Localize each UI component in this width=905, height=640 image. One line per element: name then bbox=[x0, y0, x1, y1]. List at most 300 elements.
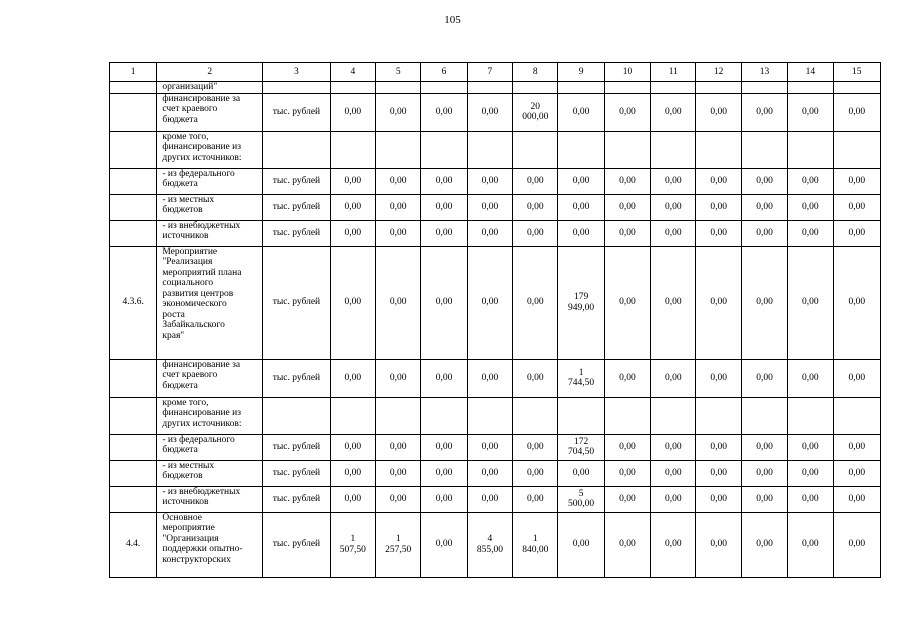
item-code-cell bbox=[110, 168, 157, 194]
amount-cell bbox=[421, 194, 467, 220]
unit-cell bbox=[263, 359, 331, 397]
amount-cell bbox=[513, 486, 558, 512]
amount-cell bbox=[376, 512, 421, 577]
cell-text: 0,00 bbox=[389, 493, 407, 504]
amount-cell bbox=[376, 246, 421, 359]
amount-cell bbox=[421, 512, 467, 577]
amount-cell bbox=[604, 359, 650, 397]
cell-text: 0,00 bbox=[802, 441, 819, 452]
amount-cell bbox=[376, 397, 421, 434]
amount-cell bbox=[604, 168, 650, 194]
cell-text: 0,00 bbox=[619, 227, 636, 238]
amount-cell bbox=[696, 512, 741, 577]
cell-text: 0,00 bbox=[435, 493, 453, 504]
cell-text: 0,00 bbox=[344, 493, 362, 504]
cell-text: 0,00 bbox=[526, 372, 544, 383]
cell-text: 0,00 bbox=[802, 201, 819, 212]
cell-text: 0,00 bbox=[619, 467, 636, 478]
cell-text: 0,00 bbox=[710, 201, 727, 212]
amount-cell bbox=[513, 194, 558, 220]
cell-text: тыс. рублей bbox=[272, 106, 321, 117]
item-code-cell bbox=[110, 220, 157, 246]
amount-cell bbox=[604, 93, 650, 131]
amount-cell bbox=[651, 460, 696, 486]
amount-cell bbox=[604, 434, 650, 460]
amount-cell bbox=[833, 359, 880, 397]
column-header: 12 bbox=[696, 63, 741, 82]
amount-cell bbox=[558, 434, 604, 460]
cell-text: 1 257,50 bbox=[385, 534, 412, 555]
cell-text: организаций" bbox=[162, 82, 218, 92]
amount-cell bbox=[788, 246, 833, 359]
cell-text: 0,00 bbox=[802, 539, 819, 550]
amount-cell bbox=[376, 220, 421, 246]
cell-text: 0,00 bbox=[756, 372, 773, 383]
amount-cell bbox=[741, 460, 787, 486]
cell-text: 4 855,00 bbox=[476, 534, 503, 555]
table-row bbox=[110, 93, 881, 131]
amount-cell bbox=[421, 246, 467, 359]
amount-cell bbox=[833, 194, 880, 220]
cell-text: 0,00 bbox=[848, 372, 866, 383]
amount-cell bbox=[604, 246, 650, 359]
item-code-cell bbox=[110, 82, 157, 94]
amount-cell bbox=[330, 397, 375, 434]
cell-text: 0,00 bbox=[435, 467, 453, 478]
amount-cell bbox=[467, 460, 512, 486]
cell-text: 172 704,50 bbox=[568, 436, 595, 457]
amount-cell bbox=[788, 434, 833, 460]
amount-cell bbox=[696, 460, 741, 486]
cell-text: 0,00 bbox=[389, 297, 407, 308]
description-cell bbox=[157, 93, 263, 131]
amount-cell bbox=[513, 168, 558, 194]
cell-text: 1 744,50 bbox=[568, 367, 595, 388]
cell-text: 0,00 bbox=[619, 106, 636, 117]
cell-text: 0,00 bbox=[619, 175, 636, 186]
cell-text: 0,00 bbox=[481, 227, 499, 238]
column-header: 9 bbox=[558, 63, 604, 82]
amount-cell bbox=[467, 359, 512, 397]
table-row bbox=[110, 168, 881, 194]
amount-cell bbox=[421, 168, 467, 194]
amount-cell bbox=[788, 194, 833, 220]
cell-text: 0,00 bbox=[526, 175, 544, 186]
amount-cell bbox=[558, 397, 604, 434]
cell-text: 0,00 bbox=[756, 539, 773, 550]
cell-text: 0,00 bbox=[344, 106, 362, 117]
description-cell bbox=[157, 434, 263, 460]
unit-cell bbox=[263, 434, 331, 460]
amount-cell bbox=[651, 359, 696, 397]
unit-cell bbox=[263, 220, 331, 246]
amount-cell bbox=[467, 220, 512, 246]
cell-text: 0,00 bbox=[710, 227, 727, 238]
cell-text: Мероприятие "Реализация мероприятий плана социального развития центров экономического роста Забайкальского края" bbox=[162, 246, 242, 341]
cell-text: 0,00 bbox=[802, 106, 819, 117]
column-header: 4 bbox=[330, 63, 375, 82]
cell-text: 0,00 bbox=[389, 467, 407, 478]
amount-cell bbox=[513, 220, 558, 246]
cell-text: 0,00 bbox=[665, 297, 682, 308]
cell-text: 20 000,00 bbox=[522, 101, 549, 122]
cell-text: 0,00 bbox=[572, 175, 590, 186]
amount-cell bbox=[604, 512, 650, 577]
amount-cell bbox=[558, 512, 604, 577]
cell-text: тыс. рублей bbox=[272, 441, 321, 452]
cell-text: 0,00 bbox=[526, 493, 544, 504]
amount-cell bbox=[467, 131, 512, 168]
amount-cell bbox=[833, 82, 880, 94]
amount-cell bbox=[513, 397, 558, 434]
amount-cell bbox=[558, 220, 604, 246]
amount-cell bbox=[513, 359, 558, 397]
table-row bbox=[110, 220, 881, 246]
description-cell bbox=[157, 168, 263, 194]
cell-text: 0,00 bbox=[848, 297, 866, 308]
cell-text: 0,00 bbox=[572, 467, 590, 478]
cell-text: 0,00 bbox=[802, 227, 819, 238]
unit-cell bbox=[263, 93, 331, 131]
amount-cell bbox=[696, 359, 741, 397]
amount-cell bbox=[558, 168, 604, 194]
amount-cell bbox=[651, 93, 696, 131]
amount-cell bbox=[833, 460, 880, 486]
amount-cell bbox=[651, 168, 696, 194]
amount-cell bbox=[376, 168, 421, 194]
amount-cell bbox=[741, 220, 787, 246]
amount-cell bbox=[651, 434, 696, 460]
column-header: 14 bbox=[788, 63, 833, 82]
column-header: 1 bbox=[110, 63, 157, 82]
table-row bbox=[110, 359, 881, 397]
amount-cell bbox=[696, 246, 741, 359]
amount-cell bbox=[833, 220, 880, 246]
cell-text: 0,00 bbox=[619, 297, 636, 308]
cell-text: 0,00 bbox=[848, 227, 866, 238]
table-row bbox=[110, 434, 881, 460]
amount-cell bbox=[513, 246, 558, 359]
cell-text: - из местных бюджетов bbox=[162, 460, 215, 481]
table-row bbox=[110, 82, 881, 94]
amount-cell bbox=[467, 194, 512, 220]
amount-cell bbox=[421, 460, 467, 486]
amount-cell bbox=[788, 397, 833, 434]
amount-cell bbox=[833, 93, 880, 131]
amount-cell bbox=[833, 397, 880, 434]
description-cell bbox=[157, 512, 263, 577]
amount-cell bbox=[696, 220, 741, 246]
amount-cell bbox=[330, 131, 375, 168]
amount-cell bbox=[558, 194, 604, 220]
amount-cell bbox=[376, 131, 421, 168]
amount-cell bbox=[788, 82, 833, 94]
cell-text: тыс. рублей bbox=[272, 201, 321, 212]
column-header: 7 bbox=[467, 63, 512, 82]
amount-cell bbox=[421, 397, 467, 434]
amount-cell bbox=[651, 220, 696, 246]
amount-cell bbox=[330, 220, 375, 246]
cell-text: 0,00 bbox=[756, 227, 773, 238]
table-row bbox=[110, 194, 881, 220]
cell-text: 5 500,00 bbox=[568, 488, 595, 509]
cell-text: 0,00 bbox=[526, 227, 544, 238]
amount-cell bbox=[467, 82, 512, 94]
cell-text: 0,00 bbox=[481, 201, 499, 212]
amount-cell bbox=[604, 131, 650, 168]
amount-cell bbox=[788, 359, 833, 397]
cell-text: 4.4. bbox=[126, 539, 141, 550]
table-row bbox=[110, 397, 881, 434]
cell-text: финансирование за счет краевого бюджета bbox=[162, 359, 241, 391]
amount-cell bbox=[558, 131, 604, 168]
amount-cell bbox=[833, 512, 880, 577]
amount-cell bbox=[467, 486, 512, 512]
amount-cell bbox=[741, 434, 787, 460]
item-code-cell bbox=[110, 246, 157, 359]
item-code-cell bbox=[110, 460, 157, 486]
cell-text: 0,00 bbox=[802, 175, 819, 186]
column-header: 11 bbox=[651, 63, 696, 82]
cell-text: 0,00 bbox=[665, 106, 682, 117]
amount-cell bbox=[558, 359, 604, 397]
amount-cell bbox=[696, 82, 741, 94]
cell-text: 0,00 bbox=[619, 201, 636, 212]
amount-cell bbox=[741, 397, 787, 434]
amount-cell bbox=[330, 512, 375, 577]
amount-cell bbox=[696, 397, 741, 434]
amount-cell bbox=[330, 434, 375, 460]
amount-cell bbox=[558, 82, 604, 94]
cell-text: финансирование за счет краевого бюджета bbox=[162, 93, 241, 125]
amount-cell bbox=[741, 486, 787, 512]
amount-cell bbox=[376, 434, 421, 460]
cell-text: 0,00 bbox=[389, 201, 407, 212]
amount-cell bbox=[833, 131, 880, 168]
amount-cell bbox=[376, 460, 421, 486]
cell-text: 0,00 bbox=[665, 493, 682, 504]
cell-text: 0,00 bbox=[665, 201, 682, 212]
cell-text: 0,00 bbox=[526, 297, 544, 308]
cell-text: 0,00 bbox=[572, 106, 590, 117]
cell-text: 0,00 bbox=[619, 372, 636, 383]
amount-cell bbox=[696, 194, 741, 220]
item-code-cell bbox=[110, 131, 157, 168]
cell-text: 0,00 bbox=[802, 493, 819, 504]
amount-cell bbox=[833, 246, 880, 359]
cell-text: 0,00 bbox=[389, 441, 407, 452]
cell-text: 0,00 bbox=[848, 539, 866, 550]
amount-cell bbox=[741, 246, 787, 359]
item-code-cell bbox=[110, 486, 157, 512]
cell-text: 0,00 bbox=[526, 467, 544, 478]
cell-text: тыс. рублей bbox=[272, 467, 321, 478]
cell-text: 0,00 bbox=[756, 201, 773, 212]
amount-cell bbox=[376, 93, 421, 131]
amount-cell bbox=[741, 194, 787, 220]
cell-text: 0,00 bbox=[619, 539, 636, 550]
unit-cell bbox=[263, 246, 331, 359]
cell-text: 0,00 bbox=[435, 297, 453, 308]
amount-cell bbox=[696, 168, 741, 194]
cell-text: 0,00 bbox=[435, 201, 453, 212]
description-cell bbox=[157, 460, 263, 486]
cell-text: 0,00 bbox=[481, 441, 499, 452]
cell-text: 0,00 bbox=[572, 201, 590, 212]
column-header: 15 bbox=[833, 63, 880, 82]
amount-cell bbox=[833, 168, 880, 194]
cell-text: 0,00 bbox=[435, 106, 453, 117]
cell-text: - из местных бюджетов bbox=[162, 194, 215, 215]
amount-cell bbox=[558, 460, 604, 486]
cell-text: 0,00 bbox=[710, 539, 727, 550]
unit-cell bbox=[263, 168, 331, 194]
cell-text: 0,00 bbox=[756, 297, 773, 308]
cell-text: кроме того, финансирование из других источников: bbox=[162, 131, 242, 163]
cell-text: тыс. рублей bbox=[272, 227, 321, 238]
column-header: 13 bbox=[741, 63, 787, 82]
item-code-cell bbox=[110, 397, 157, 434]
amount-cell bbox=[467, 512, 512, 577]
amount-cell bbox=[330, 194, 375, 220]
amount-cell bbox=[376, 194, 421, 220]
cell-text: 0,00 bbox=[572, 539, 590, 550]
amount-cell bbox=[651, 131, 696, 168]
cell-text: 0,00 bbox=[344, 467, 362, 478]
amount-cell bbox=[741, 93, 787, 131]
amount-cell bbox=[696, 93, 741, 131]
cell-text: 0,00 bbox=[802, 297, 819, 308]
amount-cell bbox=[604, 486, 650, 512]
description-cell bbox=[157, 246, 263, 359]
cell-text: 0,00 bbox=[481, 106, 499, 117]
description-cell bbox=[157, 397, 263, 434]
amount-cell bbox=[604, 194, 650, 220]
item-code-cell bbox=[110, 434, 157, 460]
description-cell bbox=[157, 82, 263, 94]
amount-cell bbox=[788, 220, 833, 246]
cell-text: 0,00 bbox=[756, 441, 773, 452]
cell-text: 0,00 bbox=[526, 441, 544, 452]
column-header: 2 bbox=[157, 63, 263, 82]
description-cell bbox=[157, 486, 263, 512]
cell-text: 0,00 bbox=[435, 227, 453, 238]
amount-cell bbox=[651, 486, 696, 512]
column-header: 8 bbox=[513, 63, 558, 82]
amount-cell bbox=[604, 397, 650, 434]
amount-cell bbox=[741, 131, 787, 168]
amount-cell bbox=[421, 82, 467, 94]
cell-text: 0,00 bbox=[572, 227, 590, 238]
table-row bbox=[110, 512, 881, 577]
cell-text: 0,00 bbox=[665, 372, 682, 383]
column-header: 6 bbox=[421, 63, 467, 82]
item-code-cell bbox=[110, 93, 157, 131]
description-cell bbox=[157, 194, 263, 220]
amount-cell bbox=[833, 486, 880, 512]
column-header: 10 bbox=[604, 63, 650, 82]
cell-text: 0,00 bbox=[848, 467, 866, 478]
cell-text: 0,00 bbox=[848, 106, 866, 117]
header-row bbox=[110, 63, 881, 82]
cell-text: 0,00 bbox=[665, 175, 682, 186]
amount-cell bbox=[788, 168, 833, 194]
cell-text: тыс. рублей bbox=[272, 297, 321, 308]
cell-text: 0,00 bbox=[481, 297, 499, 308]
unit-cell bbox=[263, 131, 331, 168]
amount-cell bbox=[788, 131, 833, 168]
amount-cell bbox=[651, 194, 696, 220]
amount-cell bbox=[513, 460, 558, 486]
cell-text: 0,00 bbox=[665, 467, 682, 478]
column-header: 3 bbox=[263, 63, 331, 82]
amount-cell bbox=[421, 486, 467, 512]
amount-cell bbox=[330, 82, 375, 94]
amount-cell bbox=[330, 359, 375, 397]
amount-cell bbox=[513, 131, 558, 168]
cell-text: 0,00 bbox=[344, 201, 362, 212]
cell-text: - из федерального бюджета bbox=[162, 168, 235, 189]
amount-cell bbox=[741, 82, 787, 94]
cell-text: 0,00 bbox=[848, 175, 866, 186]
amount-cell bbox=[513, 93, 558, 131]
cell-text: - из внебюджетных источников bbox=[162, 220, 241, 241]
amount-cell bbox=[741, 512, 787, 577]
amount-cell bbox=[651, 397, 696, 434]
amount-cell bbox=[330, 460, 375, 486]
amount-cell bbox=[467, 168, 512, 194]
unit-cell bbox=[263, 460, 331, 486]
cell-text: 0,00 bbox=[344, 175, 362, 186]
cell-text: 0,00 bbox=[710, 175, 727, 186]
cell-text: 1 840,00 bbox=[522, 534, 549, 555]
amount-cell bbox=[376, 82, 421, 94]
cell-text: 0,00 bbox=[848, 493, 866, 504]
amount-cell bbox=[558, 486, 604, 512]
amount-cell bbox=[513, 434, 558, 460]
amount-cell bbox=[421, 131, 467, 168]
cell-text: 0,00 bbox=[389, 372, 407, 383]
amount-cell bbox=[696, 131, 741, 168]
item-code-cell bbox=[110, 359, 157, 397]
amount-cell bbox=[330, 168, 375, 194]
amount-cell bbox=[513, 512, 558, 577]
item-code-cell bbox=[110, 194, 157, 220]
unit-cell bbox=[263, 194, 331, 220]
amount-cell bbox=[604, 220, 650, 246]
cell-text: тыс. рублей bbox=[272, 372, 321, 383]
cell-text: 0,00 bbox=[435, 441, 453, 452]
amount-cell bbox=[421, 434, 467, 460]
amount-cell bbox=[421, 220, 467, 246]
table-row bbox=[110, 131, 881, 168]
cell-text: тыс. рублей bbox=[272, 175, 321, 186]
amount-cell bbox=[604, 460, 650, 486]
amount-cell bbox=[330, 246, 375, 359]
amount-cell bbox=[788, 460, 833, 486]
cell-text: 0,00 bbox=[344, 441, 362, 452]
cell-text: 0,00 bbox=[344, 372, 362, 383]
amount-cell bbox=[604, 82, 650, 94]
table-row bbox=[110, 460, 881, 486]
amount-cell bbox=[467, 246, 512, 359]
cell-text: 0,00 bbox=[619, 493, 636, 504]
cell-text: 0,00 bbox=[665, 441, 682, 452]
amount-cell bbox=[467, 434, 512, 460]
cell-text: - из внебюджетных источников bbox=[162, 486, 241, 507]
amount-cell bbox=[741, 168, 787, 194]
amount-cell bbox=[330, 486, 375, 512]
